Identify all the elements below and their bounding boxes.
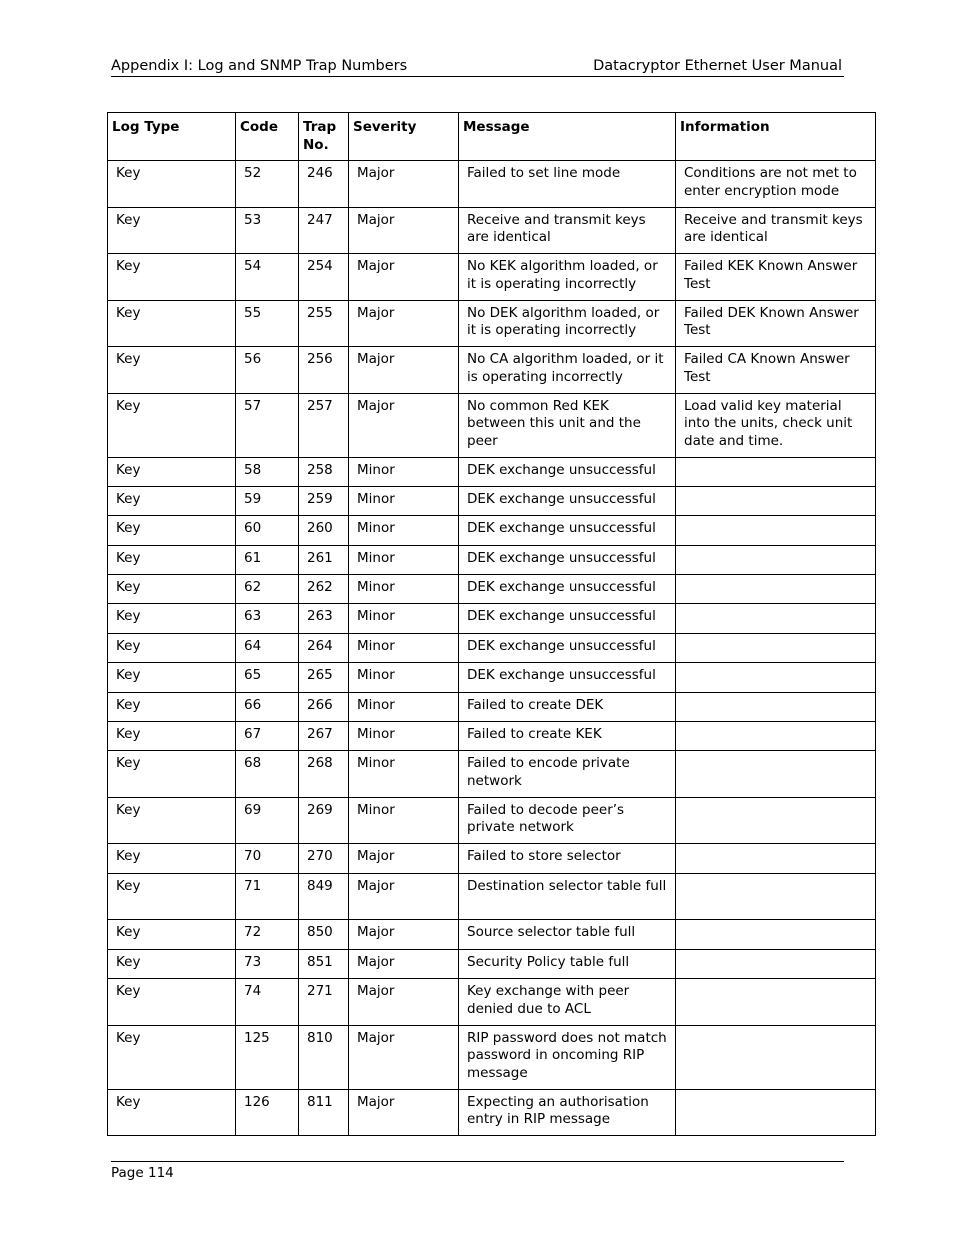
cell-information [676, 692, 876, 721]
header-manual-title: Datacryptor Ethernet User Manual [593, 58, 842, 74]
cell-trap-no: 850 [299, 920, 349, 949]
cell-log-type: Key [108, 663, 236, 692]
cell-severity: Major [349, 979, 459, 1026]
cell-log-type: Key [108, 920, 236, 949]
cell-severity: Minor [349, 575, 459, 604]
cell-message: Security Policy table full [459, 949, 676, 978]
cell-code: 61 [236, 545, 299, 574]
cell-information [676, 457, 876, 486]
header-section-title: Appendix I: Log and SNMP Trap Numbers [111, 58, 408, 74]
cell-code: 70 [236, 844, 299, 873]
table-row [108, 979, 876, 1026]
cell-information [676, 1025, 876, 1089]
cell-log-type: Key [108, 457, 236, 486]
cell-message: DEK exchange unsuccessful [459, 575, 676, 604]
cell-code: 125 [236, 1025, 299, 1089]
cell-log-type: Key [108, 1025, 236, 1089]
cell-log-type: Key [108, 161, 236, 208]
cell-information [676, 844, 876, 873]
cell-code: 71 [236, 873, 299, 920]
cell-message: No KEK algorithm loaded, or it is operating incorrectly [459, 254, 676, 301]
cell-information [676, 873, 876, 920]
cell-trap-no: 267 [299, 722, 349, 751]
cell-message: DEK exchange unsuccessful [459, 545, 676, 574]
table-row [108, 949, 876, 978]
table-row [108, 545, 876, 574]
cell-message: DEK exchange unsuccessful [459, 516, 676, 545]
log-trap-table [107, 112, 876, 1136]
cell-severity: Major [349, 949, 459, 978]
table-row [108, 1089, 876, 1136]
cell-code: 66 [236, 692, 299, 721]
cell-log-type: Key [108, 949, 236, 978]
cell-message: RIP password does not match password in oncoming RIP message [459, 1025, 676, 1089]
cell-log-type: Key [108, 692, 236, 721]
cell-code: 63 [236, 604, 299, 633]
cell-information [676, 575, 876, 604]
cell-information: Failed CA Known Answer Test [676, 347, 876, 394]
cell-log-type: Key [108, 486, 236, 515]
cell-information: Conditions are not met to enter encryption mode [676, 161, 876, 208]
cell-code: 65 [236, 663, 299, 692]
column-header-information: Information [676, 113, 876, 161]
cell-message: Destination selector table full [459, 873, 676, 920]
cell-severity: Major [349, 300, 459, 347]
cell-code: 126 [236, 1089, 299, 1136]
cell-severity: Minor [349, 663, 459, 692]
table-row [108, 722, 876, 751]
cell-information [676, 949, 876, 978]
cell-trap-no: 258 [299, 457, 349, 486]
cell-log-type: Key [108, 751, 236, 798]
column-header-code: Code [236, 113, 299, 161]
table-body [108, 161, 876, 1136]
cell-severity: Minor [349, 633, 459, 662]
cell-code: 73 [236, 949, 299, 978]
cell-trap-no: 262 [299, 575, 349, 604]
cell-message: No CA algorithm loaded, or it is operating incorrectly [459, 347, 676, 394]
table-row [108, 604, 876, 633]
cell-log-type: Key [108, 545, 236, 574]
cell-trap-no: 810 [299, 1025, 349, 1089]
cell-code: 54 [236, 254, 299, 301]
cell-message: Key exchange with peer denied due to ACL [459, 979, 676, 1026]
table-row [108, 920, 876, 949]
table-row [108, 347, 876, 394]
cell-log-type: Key [108, 604, 236, 633]
cell-log-type: Key [108, 844, 236, 873]
cell-message: Receive and transmit keys are identical [459, 207, 676, 254]
cell-severity: Minor [349, 797, 459, 844]
cell-message: No DEK algorithm loaded, or it is operating incorrectly [459, 300, 676, 347]
cell-message: Failed to create KEK [459, 722, 676, 751]
page-header [111, 56, 844, 77]
cell-log-type: Key [108, 1089, 236, 1136]
cell-trap-no: 257 [299, 393, 349, 457]
cell-severity: Minor [349, 486, 459, 515]
cell-trap-no: 266 [299, 692, 349, 721]
cell-log-type: Key [108, 207, 236, 254]
cell-message: Failed to store selector [459, 844, 676, 873]
cell-code: 60 [236, 516, 299, 545]
cell-severity: Major [349, 1025, 459, 1089]
cell-log-type: Key [108, 873, 236, 920]
cell-information: Failed DEK Known Answer Test [676, 300, 876, 347]
cell-code: 64 [236, 633, 299, 662]
page-footer [111, 1161, 844, 1183]
cell-trap-no: 255 [299, 300, 349, 347]
table-row [108, 393, 876, 457]
cell-severity: Major [349, 873, 459, 920]
cell-code: 59 [236, 486, 299, 515]
cell-severity: Minor [349, 692, 459, 721]
cell-information [676, 1089, 876, 1136]
cell-trap-no: 259 [299, 486, 349, 515]
cell-severity: Major [349, 161, 459, 208]
cell-log-type: Key [108, 797, 236, 844]
cell-severity: Minor [349, 457, 459, 486]
cell-severity: Minor [349, 751, 459, 798]
cell-severity: Minor [349, 545, 459, 574]
table-header-row [108, 113, 876, 161]
cell-information [676, 516, 876, 545]
cell-trap-no: 265 [299, 663, 349, 692]
cell-code: 55 [236, 300, 299, 347]
cell-message: Failed to set line mode [459, 161, 676, 208]
table-row [108, 457, 876, 486]
column-header-severity: Severity [349, 113, 459, 161]
cell-severity: Major [349, 347, 459, 394]
column-header-message: Message [459, 113, 676, 161]
cell-information [676, 920, 876, 949]
cell-code: 52 [236, 161, 299, 208]
cell-code: 56 [236, 347, 299, 394]
cell-trap-no: 268 [299, 751, 349, 798]
cell-information [676, 797, 876, 844]
cell-severity: Major [349, 1089, 459, 1136]
table-row [108, 1025, 876, 1089]
cell-severity: Major [349, 844, 459, 873]
cell-log-type: Key [108, 575, 236, 604]
cell-trap-no: 271 [299, 979, 349, 1026]
cell-code: 72 [236, 920, 299, 949]
cell-information [676, 633, 876, 662]
cell-trap-no: 246 [299, 161, 349, 208]
cell-code: 69 [236, 797, 299, 844]
table-row [108, 844, 876, 873]
cell-log-type: Key [108, 979, 236, 1026]
cell-severity: Major [349, 920, 459, 949]
cell-message: DEK exchange unsuccessful [459, 633, 676, 662]
table-row [108, 873, 876, 920]
cell-trap-no: 256 [299, 347, 349, 394]
cell-log-type: Key [108, 633, 236, 662]
cell-code: 62 [236, 575, 299, 604]
cell-trap-no: 269 [299, 797, 349, 844]
cell-code: 74 [236, 979, 299, 1026]
cell-information: Receive and transmit keys are identical [676, 207, 876, 254]
cell-code: 68 [236, 751, 299, 798]
table-row [108, 300, 876, 347]
table-row [108, 161, 876, 208]
cell-log-type: Key [108, 347, 236, 394]
cell-information [676, 663, 876, 692]
cell-severity: Major [349, 393, 459, 457]
cell-message: DEK exchange unsuccessful [459, 663, 676, 692]
cell-trap-no: 261 [299, 545, 349, 574]
cell-information [676, 979, 876, 1026]
table-row [108, 254, 876, 301]
table-row [108, 751, 876, 798]
cell-trap-no: 270 [299, 844, 349, 873]
cell-message: Failed to create DEK [459, 692, 676, 721]
cell-message: Failed to decode peer’s private network [459, 797, 676, 844]
cell-information [676, 751, 876, 798]
cell-log-type: Key [108, 516, 236, 545]
cell-trap-no: 811 [299, 1089, 349, 1136]
cell-information [676, 722, 876, 751]
table-row [108, 692, 876, 721]
cell-message: DEK exchange unsuccessful [459, 486, 676, 515]
cell-information: Load valid key material into the units, check unit date and time. [676, 393, 876, 457]
cell-severity: Major [349, 254, 459, 301]
cell-message: DEK exchange unsuccessful [459, 457, 676, 486]
cell-message: Source selector table full [459, 920, 676, 949]
cell-severity: Minor [349, 604, 459, 633]
column-header-log-type: Log Type [108, 113, 236, 161]
cell-message: Failed to encode private network [459, 751, 676, 798]
cell-information [676, 604, 876, 633]
cell-code: 53 [236, 207, 299, 254]
cell-information [676, 486, 876, 515]
cell-log-type: Key [108, 722, 236, 751]
cell-log-type: Key [108, 254, 236, 301]
table-row [108, 207, 876, 254]
cell-code: 58 [236, 457, 299, 486]
cell-message: No common Red KEK between this unit and the peer [459, 393, 676, 457]
table-row [108, 663, 876, 692]
table-row [108, 575, 876, 604]
cell-code: 67 [236, 722, 299, 751]
table-row [108, 633, 876, 662]
cell-trap-no: 263 [299, 604, 349, 633]
page-number: Page 114 [111, 1165, 174, 1181]
cell-message: Expecting an authorisation entry in RIP message [459, 1089, 676, 1136]
cell-trap-no: 247 [299, 207, 349, 254]
cell-information [676, 545, 876, 574]
table-row [108, 797, 876, 844]
cell-trap-no: 851 [299, 949, 349, 978]
cell-trap-no: 254 [299, 254, 349, 301]
cell-trap-no: 264 [299, 633, 349, 662]
cell-code: 57 [236, 393, 299, 457]
column-header-trap-no: Trap No. [299, 113, 349, 161]
cell-severity: Minor [349, 722, 459, 751]
cell-log-type: Key [108, 300, 236, 347]
cell-log-type: Key [108, 393, 236, 457]
cell-information: Failed KEK Known Answer Test [676, 254, 876, 301]
cell-trap-no: 260 [299, 516, 349, 545]
cell-severity: Major [349, 207, 459, 254]
table-row [108, 516, 876, 545]
cell-message: DEK exchange unsuccessful [459, 604, 676, 633]
table-row [108, 486, 876, 515]
cell-trap-no: 849 [299, 873, 349, 920]
cell-severity: Minor [349, 516, 459, 545]
